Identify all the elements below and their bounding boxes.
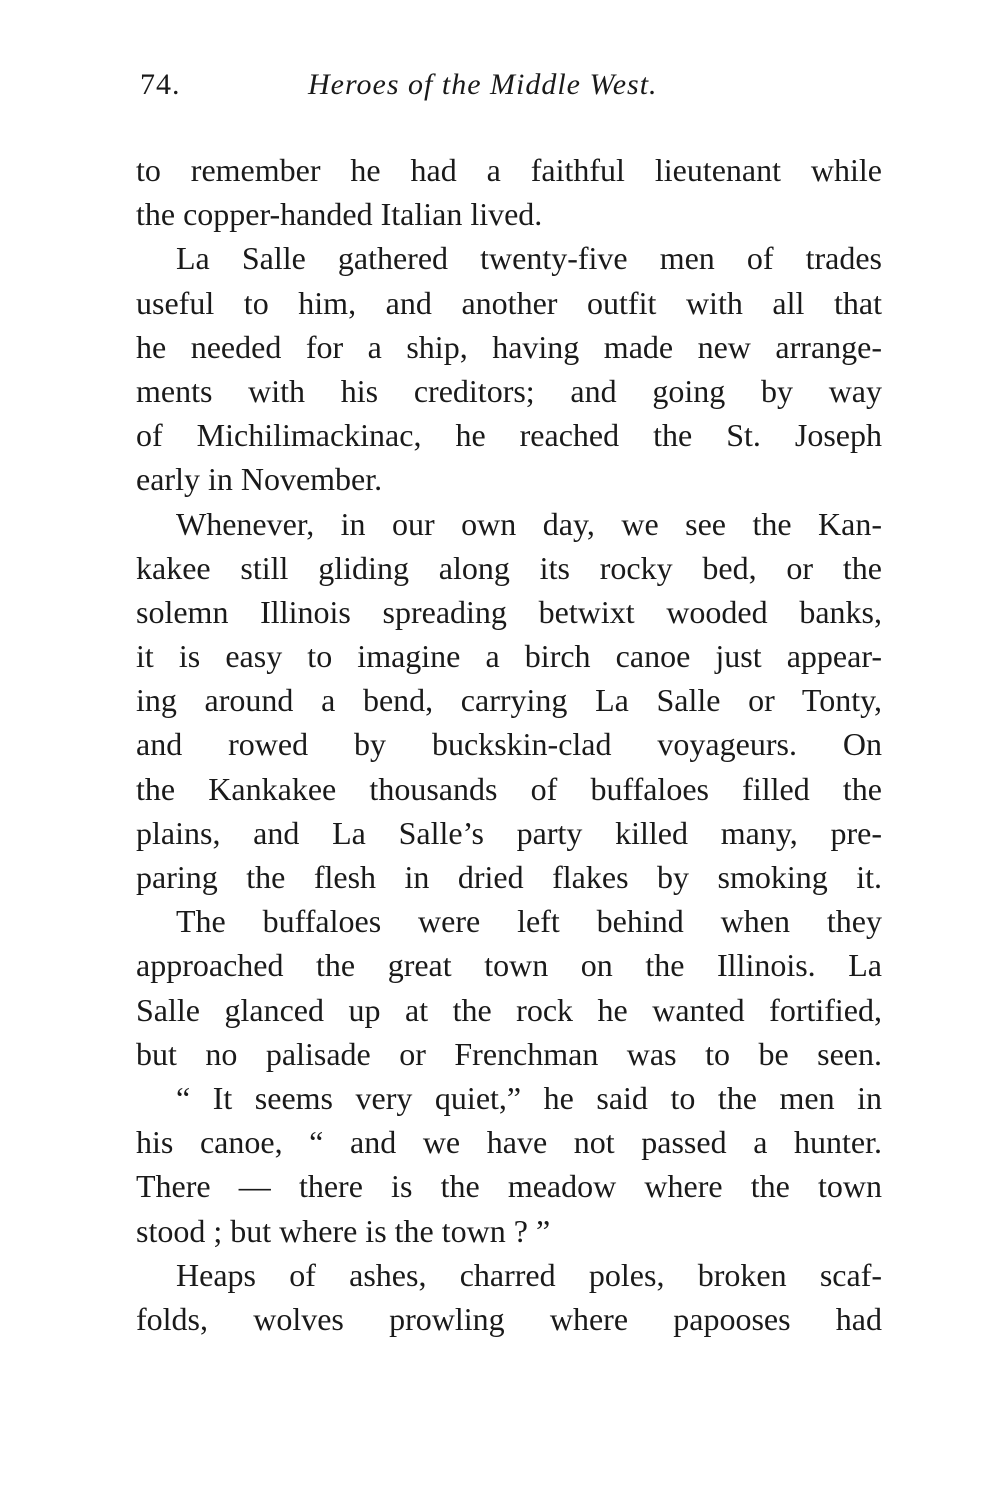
text-line: Salle glanced up at the rock he wanted fortified, (136, 991, 882, 1028)
text-line: it is easy to imagine a birch canoe just appear- (136, 638, 882, 675)
page-number: 74. (140, 68, 181, 101)
text-line: Heaps of ashes, charred poles, broken scaf- (176, 1256, 882, 1293)
text-line: he needed for a ship, having made new arrange- (136, 328, 882, 365)
text-line: The buffaloes were left behind when they (176, 903, 882, 940)
text-line: paring the flesh in dried flakes by smoking it. (136, 859, 882, 895)
text-line: the copper-handed Italian lived. (136, 196, 543, 233)
text-line: approached the great town on the Illinois. La (136, 947, 882, 984)
text-line: stood ; but where is the town ? ” (136, 1212, 551, 1249)
text-line: to remember he had a faithful lieutenant while (136, 152, 882, 188)
text-line: kakee still gliding along its rocky bed, or the (136, 549, 882, 586)
text-line: of Michilimackinac, he reached the St. Joseph (136, 417, 882, 454)
text-line: the Kankakee thousands of buffaloes filled the (136, 770, 882, 807)
text-line: “ It seems very quiet,” he said to the men in (176, 1079, 882, 1116)
text-line: useful to him, and another outfit with all that (136, 284, 882, 321)
body-text (136, 148, 882, 1341)
text-line: and rowed by buckskin-clad voyageurs. On (136, 726, 882, 763)
text-line: ing around a bend, carrying La Salle or Tonty, (136, 682, 882, 719)
text-line: folds, wolves prowling where papooses had (136, 1300, 882, 1337)
page-header (140, 68, 880, 112)
text-line: early in November. (136, 461, 383, 498)
text-line: La Salle gathered twenty-five men of trades (176, 240, 882, 277)
text-line: solemn Illinois spreading betwixt wooded banks, (136, 593, 882, 630)
running-title: Heroes of the Middle West. (308, 68, 658, 101)
text-line: Whenever, in our own day, we see the Kan- (176, 505, 882, 542)
text-line: ments with his creditors; and going by way (136, 372, 882, 409)
text-line: There — there is the meadow where the town (136, 1168, 882, 1205)
text-line: his canoe, “ and we have not passed a hunter. (136, 1124, 882, 1161)
text-line: plains, and La Salle’s party killed many, pre- (136, 814, 882, 851)
text-line: but no palisade or Frenchman was to be seen. (136, 1035, 882, 1072)
